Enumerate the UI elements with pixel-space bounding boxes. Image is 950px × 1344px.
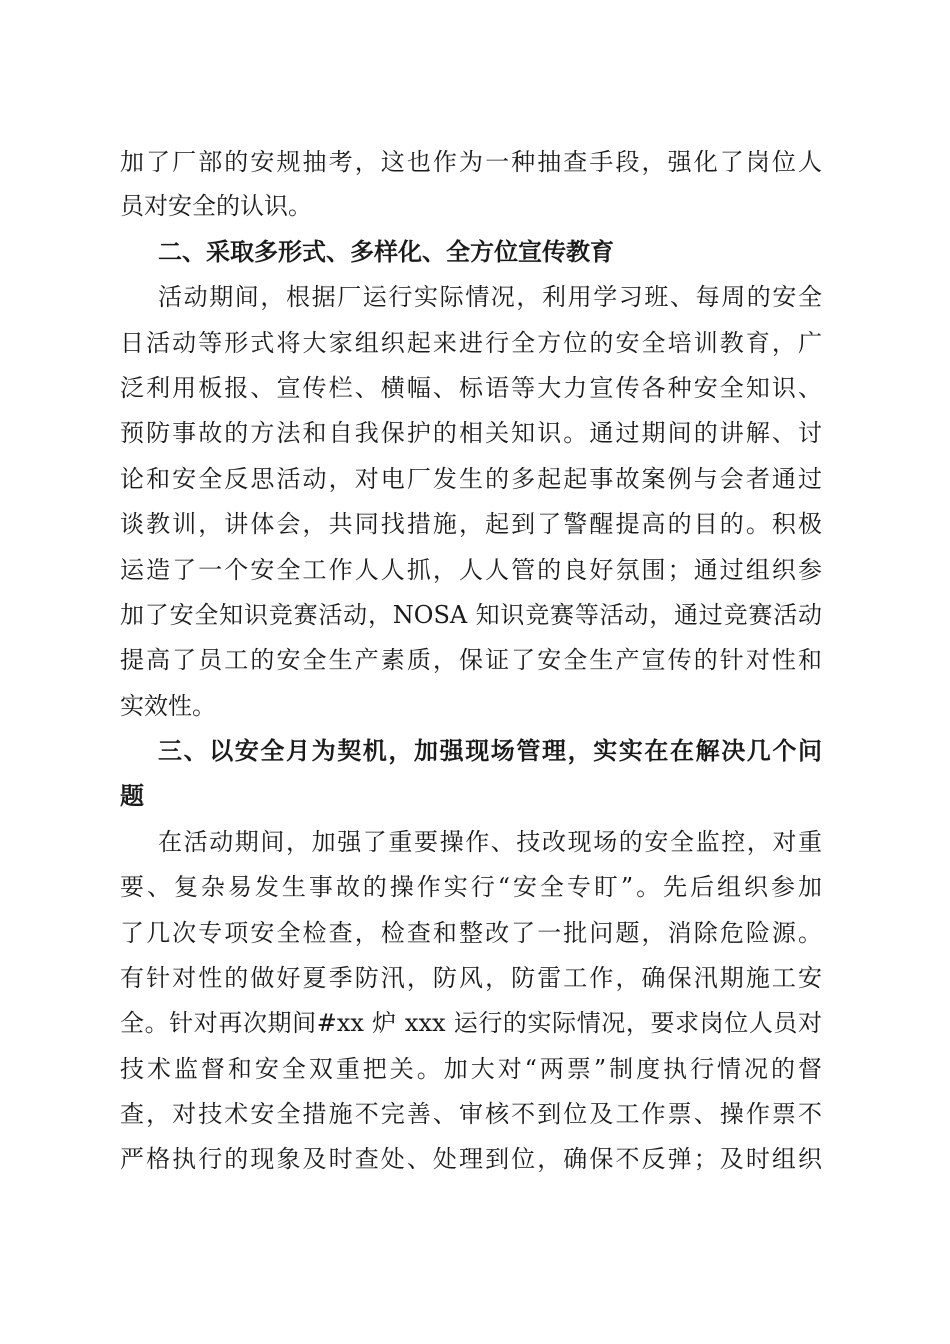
paragraph-line: 员对安全的认识。 (120, 192, 312, 220)
paragraph-line: 预防事故的方法和自我保护的相关知识。通过期间的讲解、讨 (120, 419, 822, 447)
paragraph-line: 实效性。 (120, 692, 216, 720)
paragraph-line: 全。针对再次期间#xx 炉 xxx 运行的实际情况，要求岗位人员对 (120, 1009, 822, 1037)
paragraph-line: 了几次专项安全检查，检查和整改了一批问题，消除危险源。 (120, 919, 822, 947)
paragraph-line: 谈教训，讲体会，共同找措施，起到了警醒提高的目的。积极 (120, 510, 822, 538)
paragraph-line: 有针对性的做好夏季防汛，防风，防雷工作，确保汛期施工安 (120, 964, 822, 992)
paragraph-line: 加了厂部的安规抽考，这也作为一种抽查手段，强化了岗位人 (120, 148, 822, 176)
paragraph-line: 要、复杂易发生事故的操作实行“安全专盯”。先后组织参加 (120, 873, 822, 901)
paragraph-line: 提高了员工的安全生产素质，保证了安全生产宣传的针对性和 (120, 646, 822, 674)
section-heading-3: 三、以安全月为契机，加强现场管理，实实在在解决几个问 (158, 737, 822, 765)
paragraph-line: 运造了一个安全工作人人抓，人人管的良好氛围；通过组织参 (120, 556, 822, 584)
paragraph-line: 技术监督和安全双重把关。加大对“两票”制度执行情况的督 (120, 1055, 822, 1083)
paragraph-line: 严格执行的现象及时查处、处理到位，确保不反弹；及时组织 (120, 1145, 822, 1173)
paragraph-line: 泛利用板报、宣传栏、横幅、标语等大力宣传各种安全知识、 (120, 374, 822, 402)
paragraph-line: 查，对技术安全措施不完善、审核不到位及工作票、操作票不 (120, 1100, 822, 1128)
section-heading-3-continued: 题 (120, 782, 144, 810)
section-heading-2: 二、采取多形式、多样化、全方位宣传教育 (158, 238, 614, 266)
paragraph-line: 在活动期间，加强了重要操作、技改现场的安全监控，对重 (158, 828, 822, 856)
paragraph-line: 活动期间，根据厂运行实际情况，利用学习班、每周的安全 (158, 283, 822, 311)
paragraph-line: 加了安全知识竞赛活动，NOSA 知识竞赛等活动，通过竞赛活动 (120, 601, 822, 629)
paragraph-line: 日活动等形式将大家组织起来进行全方位的安全培训教育，广 (120, 329, 822, 357)
paragraph-line: 论和安全反思活动，对电厂发生的多起起事故案例与会者通过 (120, 465, 822, 493)
